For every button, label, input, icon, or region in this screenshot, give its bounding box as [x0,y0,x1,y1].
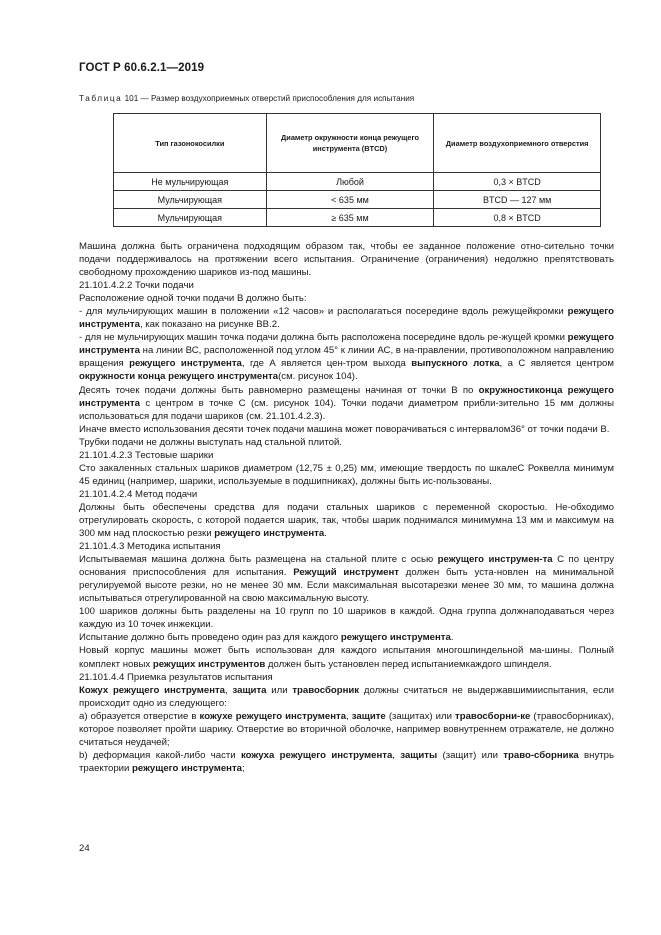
text-run: Десять точек подачи должны быть равномерно размещены начиная от точки В по [79,384,479,396]
text-line [79,750,534,761]
text-run: должны считаться не выдержавшими [359,684,538,696]
text-run: , [225,684,233,696]
text-line [79,450,213,461]
text-run: внутреннем отражателе, не должно считаться неудачей; [79,723,614,748]
text-line [79,241,544,252]
text-line [79,711,520,722]
text-run: Сто закаленных стальных шариков диаметром (12,75 ± 0,25) мм, имеющие твердость по шкале [79,462,518,474]
text-run: 21.101.4.2.3 Тестовые шарики [79,449,214,461]
bold-term: защите [351,710,386,722]
text-run: - для мульчирующих машин в положении «12 часов» и располагаться посередине вдоль режущей [79,306,533,318]
text-line [79,685,538,696]
text-run: испытания, если происходит одно из следующего: [79,684,614,709]
text-run: Иначе вместо использования десяти точек подачи машина может поворачиваться с интервалом [79,423,511,435]
bold-term: защиты [400,749,438,761]
text-line [79,672,273,683]
text-run: на 13 мм и максимум на 300 мм над плоскостью резки [79,514,614,540]
paragraph [79,605,614,631]
table-cell: Мульчирующая [114,209,267,227]
table-cell: 0,3 × BTCD [434,173,601,191]
text-line [79,463,517,474]
text-run: 36° от точки подачи В. [510,423,610,435]
bold-term: режущего инструмента [79,332,614,357]
table-caption-label: Таблица [79,94,123,103]
text-run: . [450,632,454,644]
paragraph [79,501,614,540]
table-cell: BTCD — 127 мм [434,191,601,209]
text-run: Трубки подачи не должны выступать над стальной плитой. [79,436,342,448]
paragraph [79,462,614,488]
paragraph [79,305,614,331]
text-run: , а С является центром [499,358,614,370]
bold-term: окружности конца режущего инструмента [79,371,279,383]
bold-term: сборника [534,749,579,761]
column-header-btcd: Диаметр окружности конца режущего инструмента (BTCD) [266,114,434,173]
text-run: - для не мульчирующих машин точка подачи должна быть расположена посередине вдоль ре- [79,332,502,344]
text-run: или [266,684,293,696]
text-run: 21.101.4.3 Методика испытания [79,541,221,553]
bold-term: конца режущего инструмента [79,384,614,409]
text-run: должен быть уста- [399,567,497,579]
text-run: Расположение одной точки подачи В должно быть: [79,293,307,305]
bold-term: режущего инструмента [340,632,451,644]
text-run: ; [242,762,245,774]
table-cell: ≥ 635 мм [266,209,434,227]
bold-term: режущего инструмента [132,762,243,774]
text-run: сительно точки подачи поддерживалось на протяжении всего испытания. Ограничение (ограничения) не [79,241,614,266]
text-line [79,332,501,343]
text-line [79,632,454,643]
bold-term: травосборни- [455,710,521,722]
paragraph [79,684,614,710]
text-run: (см. рисунок 104). [278,371,358,383]
text-run: должен быть установлен перед испытанием [265,658,466,670]
bold-term: выпускного лотка [411,358,500,370]
text-run: С Роквелла минимум 45 единиц (например, шарики, используемые в подшипниках), должны быть ис- [79,462,614,487]
text-line [466,659,552,670]
page-number: 24 [79,843,90,854]
paragraph [79,671,614,684]
text-run: Новый корпус машины может быть использован для каждого испытания многошпиндельной ма- [79,645,545,657]
text-run: 100 шариков должны быть разделены на 10 групп по 10 шариков в каждой. Одна группа должна [79,606,534,618]
text-line [79,385,535,396]
text-run: резки менее 30 мм, то машина должна испытываться отрегулированной на свою максимальную высоту. [79,580,614,605]
table-cell: 0,8 × BTCD [434,209,601,227]
paragraph [79,384,614,423]
paragraph [79,540,614,553]
paragraph [79,488,614,501]
text-run: пользованы. [436,475,492,487]
text-run: b) деформация какой-либо части [79,749,241,761]
text-run: обходимо отрегулировать скорость, с которой подается шарик, так, чтобы шарик поднимался минимум [79,501,614,526]
text-line [510,424,609,435]
paragraph [79,710,614,749]
table-row [114,209,601,227]
text-line [79,489,197,500]
text-line [436,476,492,487]
text-line [79,554,543,565]
text-run: правлении, противоположном направлению вращения [79,345,614,370]
paragraph [79,279,614,292]
table-cell: Не мульчирующая [114,173,267,191]
spec-table [113,113,601,227]
table-caption-text: 101 — Размер воздухоприемных отверстий приспособления для испытания [124,94,415,103]
paragraph [79,631,614,644]
text-run: новлен на минимальной регулируемой высоте резки, но не менее 30 мм. Если максимальная высота [79,567,614,592]
bold-term: защита [232,684,267,696]
bold-term: траво- [503,749,535,761]
text-run: , где А является цен- [241,358,346,370]
paragraph [79,423,614,436]
bold-term: режущего инструмен- [437,554,543,566]
text-run: Испытываемая машина должна быть размещена на стальной плите с осью [79,554,438,566]
bold-term: Режущий инструмент [293,567,400,579]
paragraph [79,436,614,449]
bold-term: режущего инструмента [79,306,615,331]
text-run: кромки [532,306,568,318]
text-run: внутрь траектории [79,749,614,774]
text-run: а) образуется отверстие в [79,710,200,722]
table-row [114,173,601,191]
text-line [79,306,533,317]
column-header-inlet-diameter: Диаметр воздухоприемного отверстия [434,114,601,173]
text-run: , как показано на рисунке ВВ.2. [139,319,280,331]
text-run: 21.101.4.2.2 Точки подачи [79,280,194,292]
text-run: на линии ВС, расположенной под углом 45° к линии АС, в на- [139,345,418,357]
text-run: (защит) или [437,749,504,761]
bold-term: режущих инструментов [152,658,266,670]
text-run: зительно 15 мм должны использоваться для подачи шариков (см. 21.101.4.2.3). [79,397,614,422]
bold-term: ке [520,710,531,722]
bold-term: окружности [478,384,535,396]
paragraph [79,449,614,462]
bold-term: та [542,554,553,566]
body-text [79,240,614,775]
table-caption [79,94,599,103]
table-cell: Мульчирующая [114,191,267,209]
text-run: жущей кромки [501,332,568,344]
table-header-row [114,114,601,173]
bold-term: режущего инструмента [214,528,325,540]
text-run: Машина должна быть ограничена подходящим образом так, чтобы ее заданное положение отно- [79,241,544,252]
text-run: шины. Полный комплект новых [79,645,614,670]
paragraph [79,240,614,279]
bold-term: режущего инструмента [129,358,242,370]
text-run: подаваться через каждую из 10 точек инжекции. [79,606,615,631]
text-run: тром выхода [345,358,412,370]
table-cell: < 635 мм [266,191,434,209]
bold-term: травосборник [292,684,360,696]
text-run: каждого шпинделя. [465,658,552,670]
text-line [278,371,358,382]
text-run: , [392,749,401,761]
text-run: должно препятствовать свободному прохождению шариков из-под машины. [79,254,614,279]
bold-term: кожухе режущего инструмента [199,710,347,722]
text-line [79,437,342,448]
text-run: , [346,710,352,722]
text-run: (травосборниках), которое позволяет пройти шарику. Отверстие во вторичной оболочке, например во [79,710,614,735]
paragraph [79,644,614,670]
paragraph [79,553,614,605]
paragraph [79,331,614,383]
text-line [79,502,571,513]
text-line [79,280,194,291]
text-run: С по центру основания приспособления для испытания. [79,554,615,579]
text-run: Должны быть обеспечены средства для подачи стальных шариков с переменной скоростью. Не- [79,501,571,513]
text-line [79,424,510,435]
paragraph [79,749,614,775]
text-run: 21.101.4.2.4 Метод подачи [79,488,198,500]
text-line [79,293,307,304]
text-line [79,645,545,656]
table-cell: Любой [266,173,434,191]
text-run: (защитах) или [385,710,456,722]
bold-term: Кожух режущего инструмента [79,684,226,696]
text-line [79,606,534,617]
paragraph [79,292,614,305]
text-run: 21.101.4.4 Приемка результатов испытания [79,671,273,683]
text-run: . [324,528,327,540]
table-row [114,191,601,209]
text-line [79,541,221,552]
text-run: Испытание должно быть проведено один раз для каждого [79,632,341,644]
document-header: ГОСТ Р 60.6.2.1—2019 [79,62,205,74]
text-run: с центром в точке С (см. рисунок 104). Точки подачи диаметром прибли- [139,397,499,409]
column-header-mower-type: Тип газонокосилки [114,114,267,173]
bold-term: кожуха режущего инструмента [240,749,393,761]
